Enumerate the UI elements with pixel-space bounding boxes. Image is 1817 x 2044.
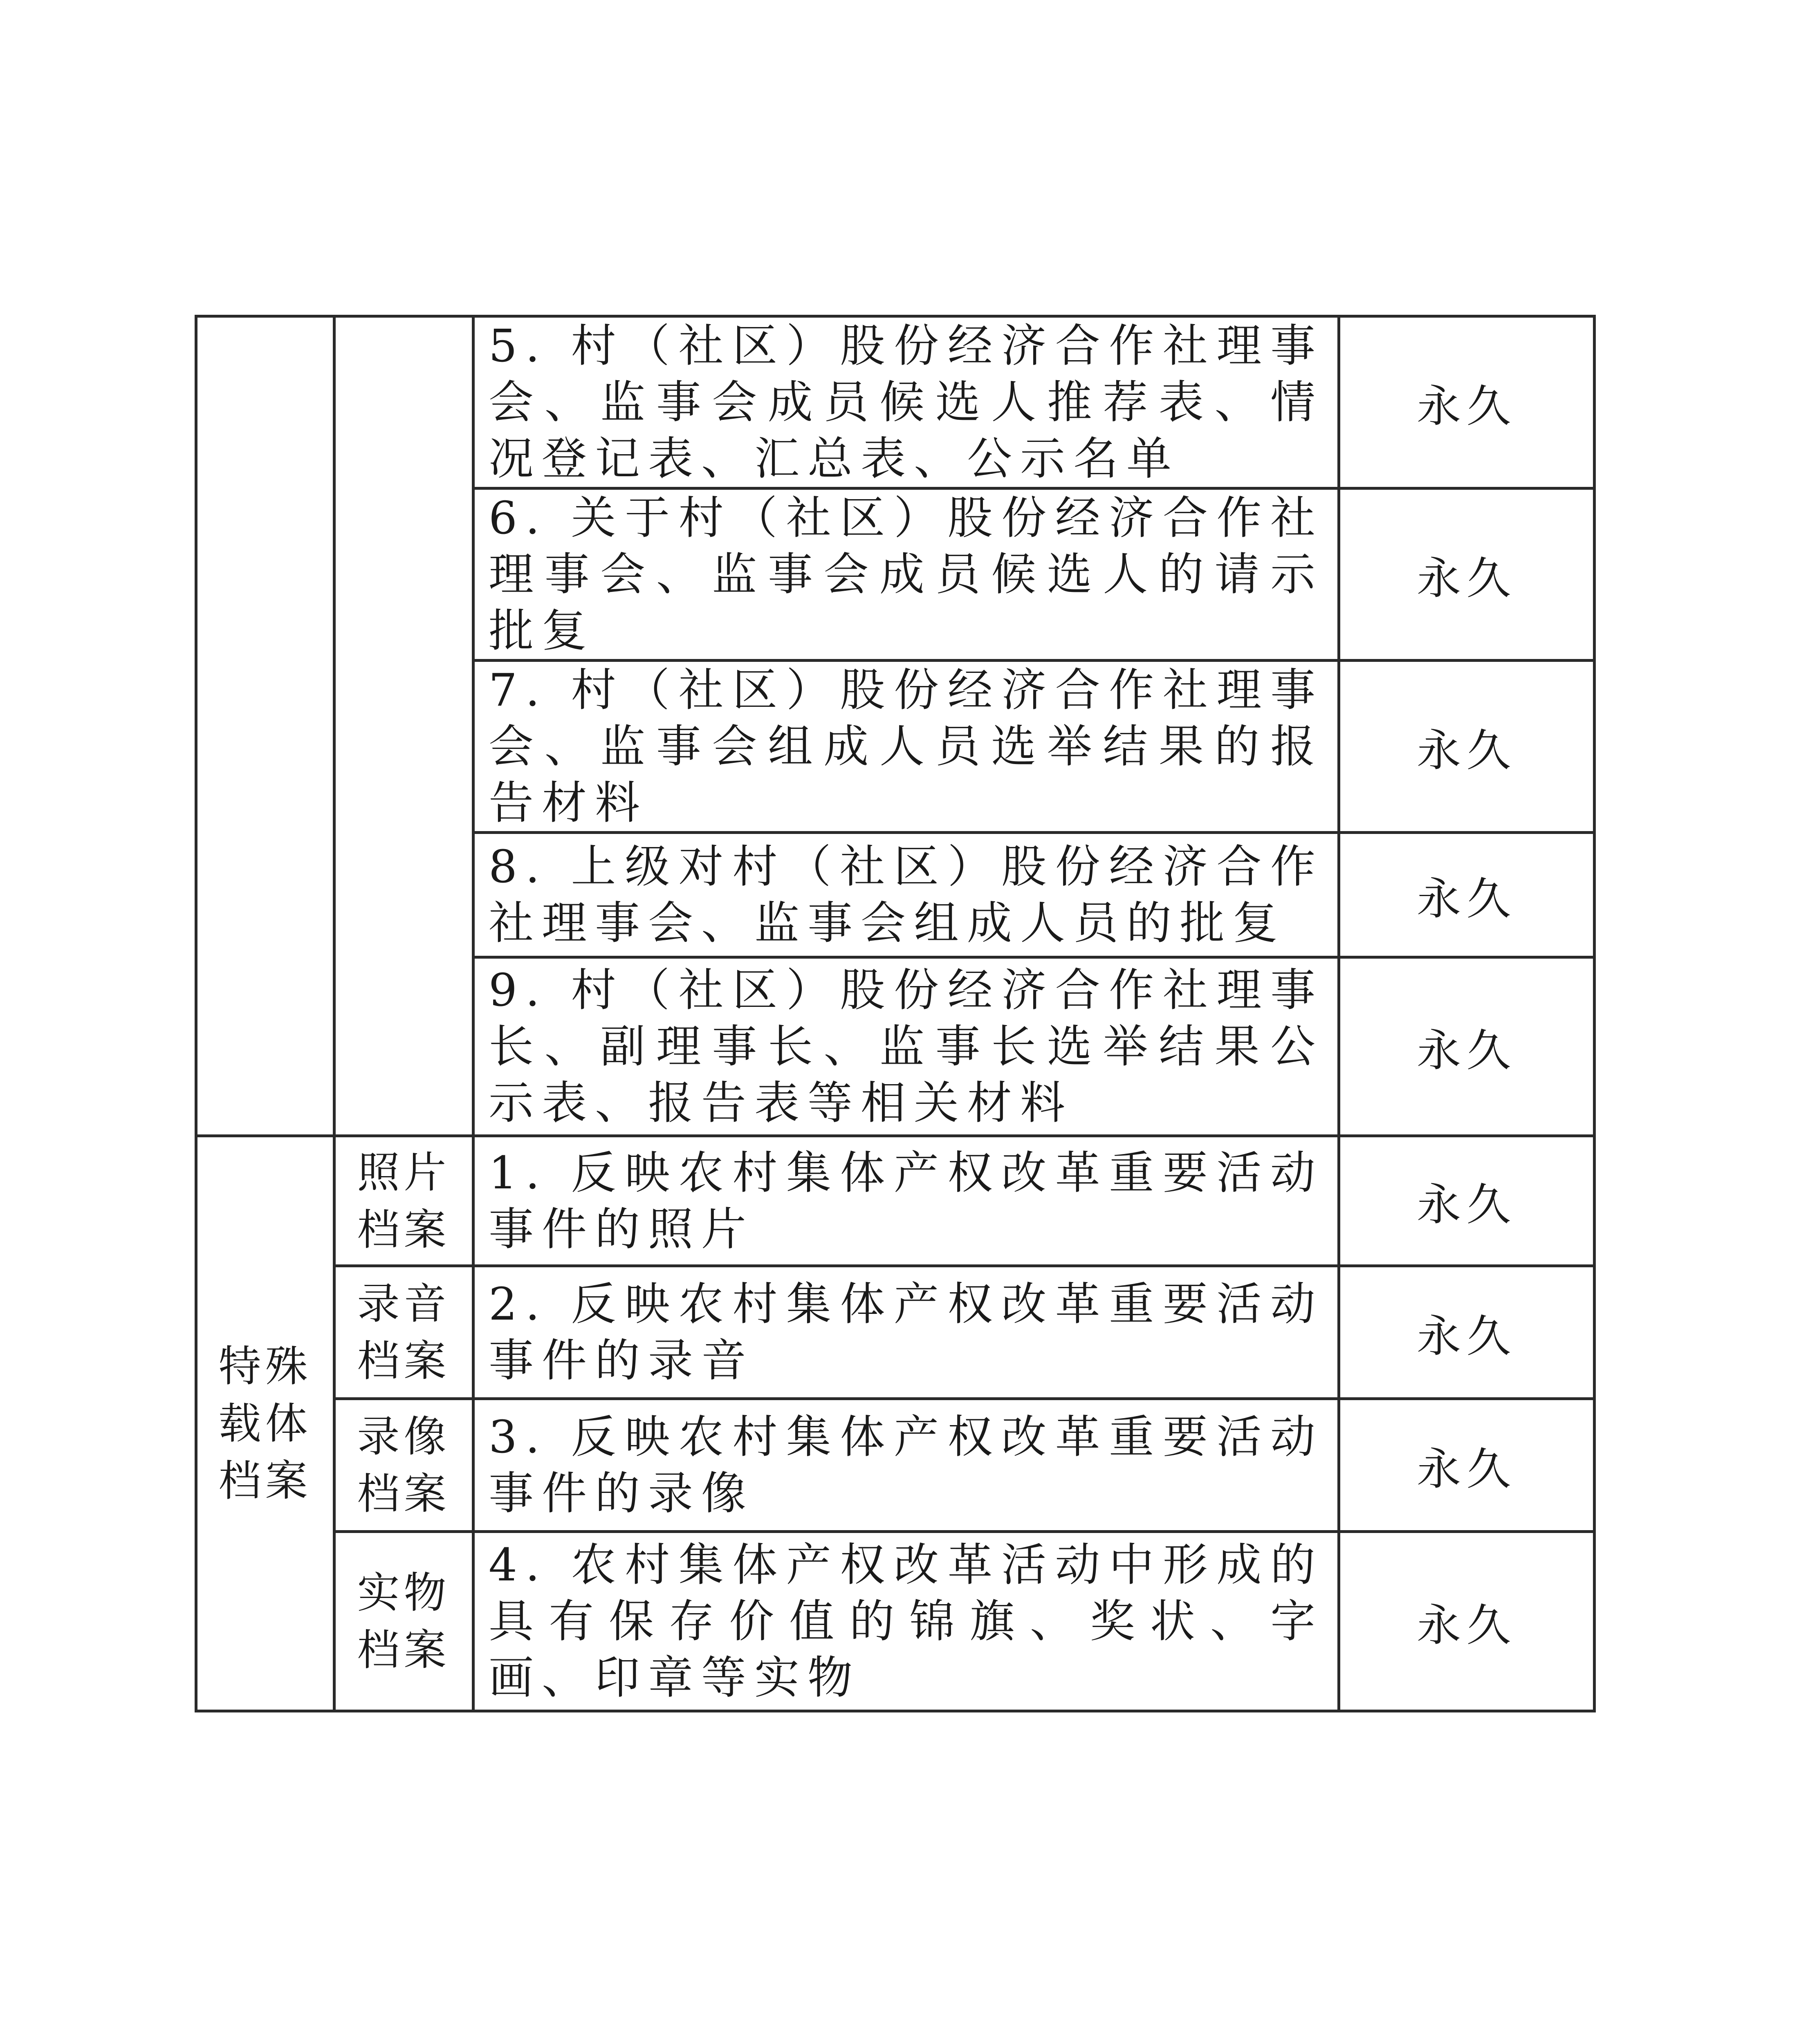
item-cell: 6. 关于村（社区）股份经济合作社理事会、监事会成员候选人的请示批复 xyxy=(473,489,1339,661)
table-row xyxy=(196,1532,1595,1711)
category-cell xyxy=(196,1136,334,1711)
item-cell: 1. 反映农村集体产权改革重要活动事件的照片 xyxy=(473,1136,1339,1266)
retention-period: 永久 xyxy=(1339,833,1595,957)
retention-table xyxy=(195,315,1596,1712)
retention-period: 永久 xyxy=(1339,661,1595,833)
retention-period: 永久 xyxy=(1339,1399,1595,1532)
item-cell: 5. 村（社区）股份经济合作社理事会、监事会成员候选人推荐表、情况登记表、汇总表、公示名单 xyxy=(473,316,1339,489)
item-cell: 8. 上级对村（社区）股份经济合作社理事会、监事会组成人员的批复 xyxy=(473,833,1339,957)
subcategory-cell xyxy=(334,1532,473,1711)
item-cell: 2. 反映农村集体产权改革重要活动事件的录音 xyxy=(473,1266,1339,1399)
subcategory-cell xyxy=(334,1399,473,1532)
subcategory-cell xyxy=(334,1136,473,1266)
table-row xyxy=(196,1266,1595,1399)
category-cell-empty xyxy=(196,316,334,1136)
item-cell: 7. 村（社区）股份经济合作社理事会、监事会组成人员选举结果的报告材料 xyxy=(473,661,1339,833)
subcategory-label: 照片档案 xyxy=(357,1147,451,1255)
subcategory-label: 录像档案 xyxy=(357,1412,451,1519)
retention-period: 永久 xyxy=(1339,316,1595,489)
subcategory-cell-empty xyxy=(334,316,473,1136)
retention-period: 永久 xyxy=(1339,489,1595,661)
retention-period: 永久 xyxy=(1339,957,1595,1136)
table-row xyxy=(196,1136,1595,1266)
item-cell: 3. 反映农村集体产权改革重要活动事件的录像 xyxy=(473,1399,1339,1532)
table-row xyxy=(196,316,1595,489)
category-label: 特殊载体档案 xyxy=(218,1341,312,1506)
subcategory-label: 录音档案 xyxy=(357,1279,451,1386)
subcategory-cell xyxy=(334,1266,473,1399)
subcategory-label: 实物档案 xyxy=(357,1568,451,1675)
item-cell: 9. 村（社区）股份经济合作社理事长、副理事长、监事长选举结果公示表、报告表等相关材料 xyxy=(473,957,1339,1136)
retention-period: 永久 xyxy=(1339,1136,1595,1266)
table-row xyxy=(196,1399,1595,1532)
item-cell: 4. 农村集体产权改革活动中形成的具有保存价值的锦旗、奖状、字画、印章等实物 xyxy=(473,1532,1339,1711)
retention-period: 永久 xyxy=(1339,1532,1595,1711)
retention-period: 永久 xyxy=(1339,1266,1595,1399)
